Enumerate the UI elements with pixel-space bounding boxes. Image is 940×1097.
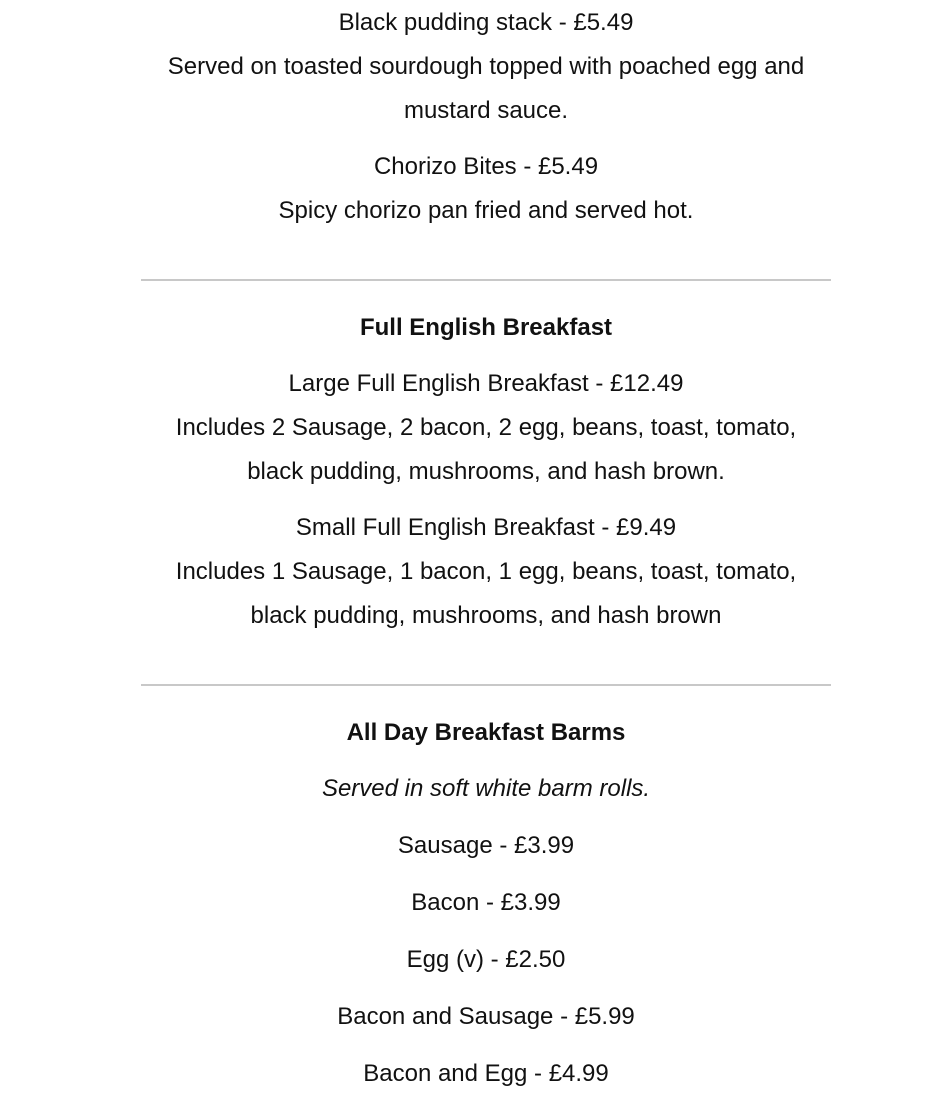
menu-item bbox=[141, 506, 831, 638]
section-intro: Served in soft white barm rolls. bbox=[321, 775, 651, 802]
section-title: All Day Breakfast Barms bbox=[346, 719, 626, 746]
menu-section-breakfast-barms bbox=[141, 711, 831, 1096]
menu-item-description-line: black pudding, mushrooms, and hash brown. bbox=[247, 458, 725, 485]
menu-item bbox=[141, 1, 831, 133]
barm-item: Sausage - £3.99 bbox=[397, 832, 575, 859]
menu-item-description-line: mustard sauce. bbox=[403, 97, 569, 124]
menu-item-description-line: black pudding, mushrooms, and hash brown bbox=[250, 602, 722, 629]
barm-item: Bacon - £3.99 bbox=[411, 889, 561, 916]
menu-item bbox=[141, 145, 831, 233]
barm-item: Bacon and Egg - £4.99 bbox=[363, 1060, 609, 1087]
menu-section-starters bbox=[141, 0, 831, 233]
menu-item-name: Chorizo Bites - £5.49 bbox=[373, 153, 599, 180]
menu-content bbox=[141, 0, 831, 1096]
menu-item-name: Small Full English Breakfast - £9.49 bbox=[295, 514, 677, 541]
menu-item-description-line: Served on toasted sourdough topped with poached egg and bbox=[167, 53, 805, 80]
menu-item-name: Black pudding stack - £5.49 bbox=[338, 9, 634, 36]
menu-item-name: Large Full English Breakfast - £12.49 bbox=[288, 370, 684, 397]
section-divider bbox=[141, 279, 831, 281]
barm-item: Egg (v) - £2.50 bbox=[406, 946, 566, 973]
section-divider bbox=[141, 684, 831, 686]
menu-item-description-line: Includes 2 Sausage, 2 bacon, 2 egg, beans, toast, tomato, bbox=[175, 414, 797, 441]
menu-section-full-english bbox=[141, 306, 831, 638]
menu-item bbox=[141, 362, 831, 494]
menu-item-description-line: Includes 1 Sausage, 1 bacon, 1 egg, beans, toast, tomato, bbox=[175, 558, 797, 585]
section-title: Full English Breakfast bbox=[359, 314, 613, 341]
barm-item: Bacon and Sausage - £5.99 bbox=[337, 1003, 635, 1030]
menu-item-description-line: Spicy chorizo pan fried and served hot. bbox=[278, 197, 694, 224]
